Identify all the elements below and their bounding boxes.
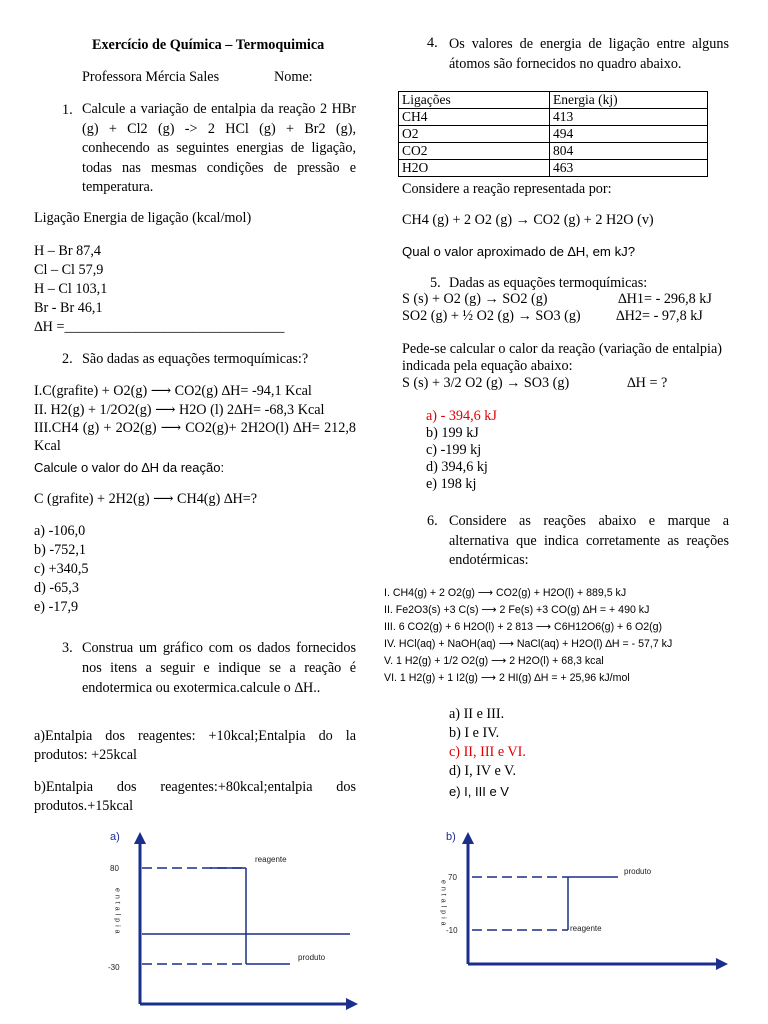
option-d[interactable]: d) -65,3 (34, 580, 79, 596)
q5-eq1-dh: ∆H1= - 296,8 kJ (618, 291, 712, 307)
q5-intro: Dadas as equações termoquímicas: (449, 275, 648, 291)
list-item: Cl – Cl 57,9 (34, 262, 104, 278)
q2-eq3: III.CH4 (g) + 2O2(g) ⟶ CO2(g)+ 2H2O(l) ∆H= 212,8 Kcal (34, 420, 356, 454)
q2-reaction: C (grafite) + 2H2(g) ⟶ CH4(g) ∆H=? (34, 491, 258, 507)
graph-b (432, 826, 732, 996)
option-d[interactable]: d) I, IV e V. (449, 763, 516, 779)
q5-eq2: SO2 (g) + ½ O2 (g) → SO3 (g) (402, 308, 581, 324)
option-b[interactable]: b) 199 kJ (426, 425, 479, 441)
graph-a-reagent-label: reagente (255, 855, 287, 864)
y-axis-arrow-icon (462, 832, 474, 844)
reaction-item: VI. 1 H2(g) + 1 I2(g) ⟶ 2 HI(g) ∆H = + 25,96 kJ/mol (384, 672, 630, 684)
option-c[interactable]: c) II, III e VI. (449, 744, 526, 760)
q4-reaction: CH4 (g) + 2 O2 (g) → CO2 (g) + 2 H2O (v) (402, 212, 654, 228)
reaction-item: V. 1 H2(g) + 1/2 O2(g) ⟶ 2 H2O(l) + 68,3 kcal (384, 655, 604, 667)
reaction-item: IV. HCl(aq) + NaOH(aq) ⟶ NaCl(aq) + H2O(l) ∆H = - 57,7 kJ (384, 638, 673, 650)
reaction-item: I. CH4(g) + 2 O2(g) ⟶ CO2(g) + H2O(l) + 889,5 kJ (384, 587, 627, 599)
table-cell: 494 (550, 126, 708, 143)
table-cell: 413 (550, 109, 708, 126)
graph-b-reagent-value: -10 (446, 926, 458, 935)
table-header-row (399, 92, 708, 109)
table-header-cell: Ligações (399, 92, 550, 109)
y-axis-arrow-icon (134, 832, 146, 844)
q5-target-dh: ∆H = ? (627, 375, 668, 391)
graph-a-axis-label: entalpia (113, 888, 121, 937)
q4-text: Os valores de energia de ligação entre alguns átomos são fornecidos no quadro abaixo. (449, 36, 729, 72)
q4-consider: Considere a reação representada por: (402, 181, 612, 197)
q2-intro: São dadas as equações termoquímicas:? (82, 351, 309, 367)
table-cell: 463 (550, 160, 708, 177)
option-e[interactable]: e) 198 kj (426, 476, 477, 492)
reaction-item: II. Fe2O3(s) +3 C(s) ⟶ 2 Fe(s) +3 CO(g) ∆H = + 490 kJ (384, 604, 650, 616)
teacher-name: Professora Mércia Sales (82, 69, 220, 85)
q5-eq1: S (s) + O2 (g) → SO2 (g) (402, 291, 548, 307)
table-row (399, 109, 708, 126)
table-cell: O2 (399, 126, 550, 143)
option-a[interactable]: a) -106,0 (34, 523, 86, 539)
graph-a (100, 826, 360, 1016)
option-a[interactable]: a) II e III. (449, 706, 505, 722)
option-c[interactable]: c) +340,5 (34, 561, 89, 577)
page-title: Exercício de Química – Termoquimica (92, 37, 325, 53)
q4-question: Qual o valor aproximado de ∆H, em kJ? (402, 244, 636, 259)
list-item: H – Br 87,4 (34, 243, 101, 259)
table-cell: H2O (399, 160, 550, 177)
option-a[interactable]: a) - 394,6 kJ (426, 408, 497, 424)
q2-ask: Calcule o valor do ∆H da reação: (34, 460, 225, 475)
q1-delta-h-line: ∆H =_______________________________ (34, 319, 285, 335)
table-cell: 804 (550, 143, 708, 160)
option-d[interactable]: d) 394,6 kj (426, 459, 488, 475)
x-axis-arrow-icon (346, 998, 358, 1010)
graph-a-product-value: -30 (108, 963, 120, 972)
option-e[interactable]: e) -17,9 (34, 599, 79, 615)
q5-number: 5. (430, 275, 441, 291)
list-item: Br - Br 46,1 (34, 300, 103, 316)
graph-b-axis-label: entalpia (439, 880, 447, 929)
table-row (399, 126, 708, 143)
table-cell: CH4 (399, 109, 550, 126)
q6-text: Considere as reações abaixo e marque a alternativa que indica corretamente as reações endotérmicas: (449, 513, 729, 568)
q2-eq1: I.C(grafite) + O2(g) ⟶ CO2(g) ∆H= -94,1 Kcal (34, 383, 312, 399)
q5-eq2-dh: ∆H2= - 97,8 kJ (616, 308, 703, 324)
table-header-cell: Energia (kj) (550, 92, 708, 109)
graph-b-label: b) (446, 831, 456, 843)
q3-text: Construa um gráfico com os dados fornecidos nos itens a seguir e indique se a reação é endotermica ou exotermica.calcule o ∆H.. (82, 640, 356, 696)
q2-number: 2. (62, 351, 73, 367)
graph-b-reagent-label: reagente (570, 924, 602, 933)
q1-text: Calcule a variação de entalpia da reação 2 HBr (g) + Cl2 (g) -> 2 HCl (g) + Br2 (g), conhecendo as seguintes energias de ligação, todas nas mesmas condições de pressão e temperatura. (82, 101, 356, 195)
table-row (399, 160, 708, 177)
q1-number: 1. (62, 102, 73, 118)
graph-b-product-value: 70 (448, 873, 457, 882)
q2-eq2: II. H2(g) + 1/2O2(g) ⟶ H2O (l) 2∆H= -68,3 Kcal (34, 402, 325, 418)
graph-b-product-label: produto (624, 867, 652, 876)
list-item: H – Cl 103,1 (34, 281, 108, 297)
table-row (399, 143, 708, 160)
energy-table (398, 91, 708, 177)
x-axis-arrow-icon (716, 958, 728, 970)
reaction-item: III. 6 CO2(g) + 6 H2O(l) + 2 813 ⟶ C6H12O6(g) + 6 O2(g) (384, 621, 663, 633)
graph-a-product-label: produto (298, 953, 326, 962)
q1-table-header: Ligação Energia de ligação (kcal/mol) (34, 210, 252, 226)
q5-target: S (s) + 3/2 O2 (g) → SO3 (g) (402, 375, 570, 391)
q4-number: 4. (427, 35, 438, 51)
q6-number: 6. (427, 513, 438, 529)
q3-item-b: b)Entalpia dos reagentes:+80kcal;entalpia dos produtos.+15kcal (34, 779, 356, 814)
graph-a-reagent-value: 80 (110, 864, 119, 873)
q5-ask: Pede-se calcular o calor da reação (variação de entalpia) indicada pela equação abaixo: (402, 341, 722, 374)
option-b[interactable]: b) -752,1 (34, 542, 87, 558)
name-label: Nome: (274, 69, 313, 85)
option-b[interactable]: b) I e IV. (449, 725, 500, 741)
q3-number: 3. (62, 640, 73, 656)
table-cell: CO2 (399, 143, 550, 160)
graph-a-label: a) (110, 831, 120, 843)
q3-item-a: a)Entalpia dos reagentes: +10kcal;Entalpia do la produtos: +25kcal (34, 728, 356, 763)
option-c[interactable]: c) -199 kj (426, 442, 482, 458)
option-e[interactable]: e) I, III e V (449, 784, 509, 799)
